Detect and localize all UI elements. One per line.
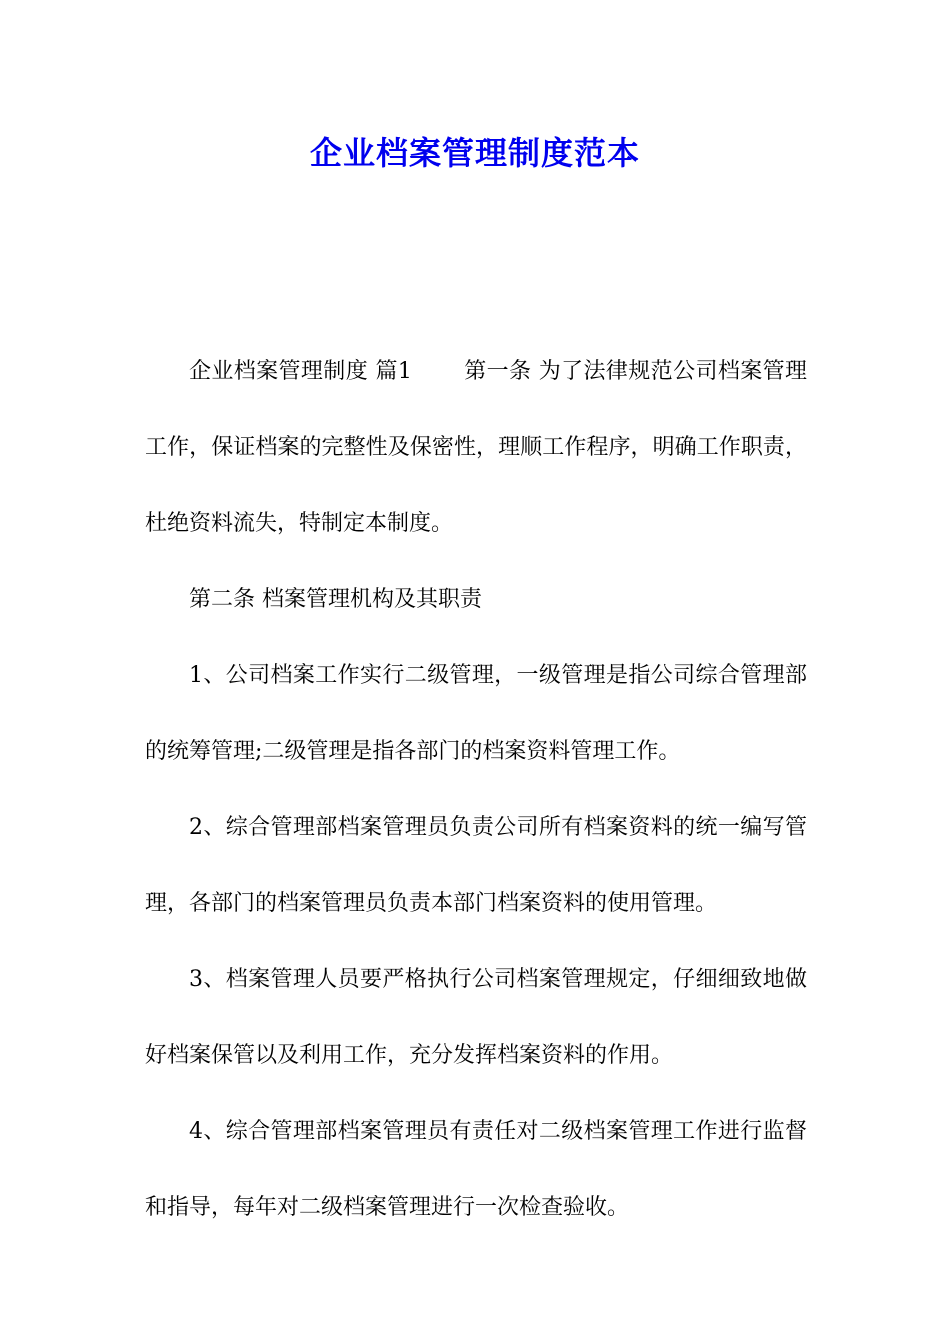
paragraph-article-2: 第二条 档案管理机构及其职责	[189, 587, 482, 612]
paragraph-text: 第一条 为了法律规范公司档案管理工作，保证档案的完整性及保密性，理顺工作程序，明确工作职责，杜绝资料流失，特制定本制度。	[145, 359, 807, 536]
paragraph-item-1: 1、公司档案工作实行二级管理，一级管理是指公司综合管理部的统筹管理;二级管理是指各部门的档案资料管理工作。	[145, 663, 807, 764]
paragraph-lead: 企业档案管理制度 篇1	[189, 359, 412, 384]
paragraph-item-4: 4、综合管理部档案管理员有责任对二级档案管理工作进行监督和指导，每年对二级档案管理进行一次检查验收。	[145, 1119, 807, 1220]
document-body	[145, 334, 807, 1246]
paragraph-item-2: 2、综合管理部档案管理员负责公司所有档案资料的统一编写管理，各部门的档案管理员负责本部门档案资料的使用管理。	[145, 815, 807, 916]
paragraph-item-3: 3、档案管理人员要严格执行公司档案管理规定，仔细细致地做好档案保管以及利用工作，充分发挥档案资料的作用。	[145, 967, 807, 1068]
document-title: 企业档案管理制度范本	[309, 134, 640, 172]
paragraph-article-1	[145, 334, 807, 562]
